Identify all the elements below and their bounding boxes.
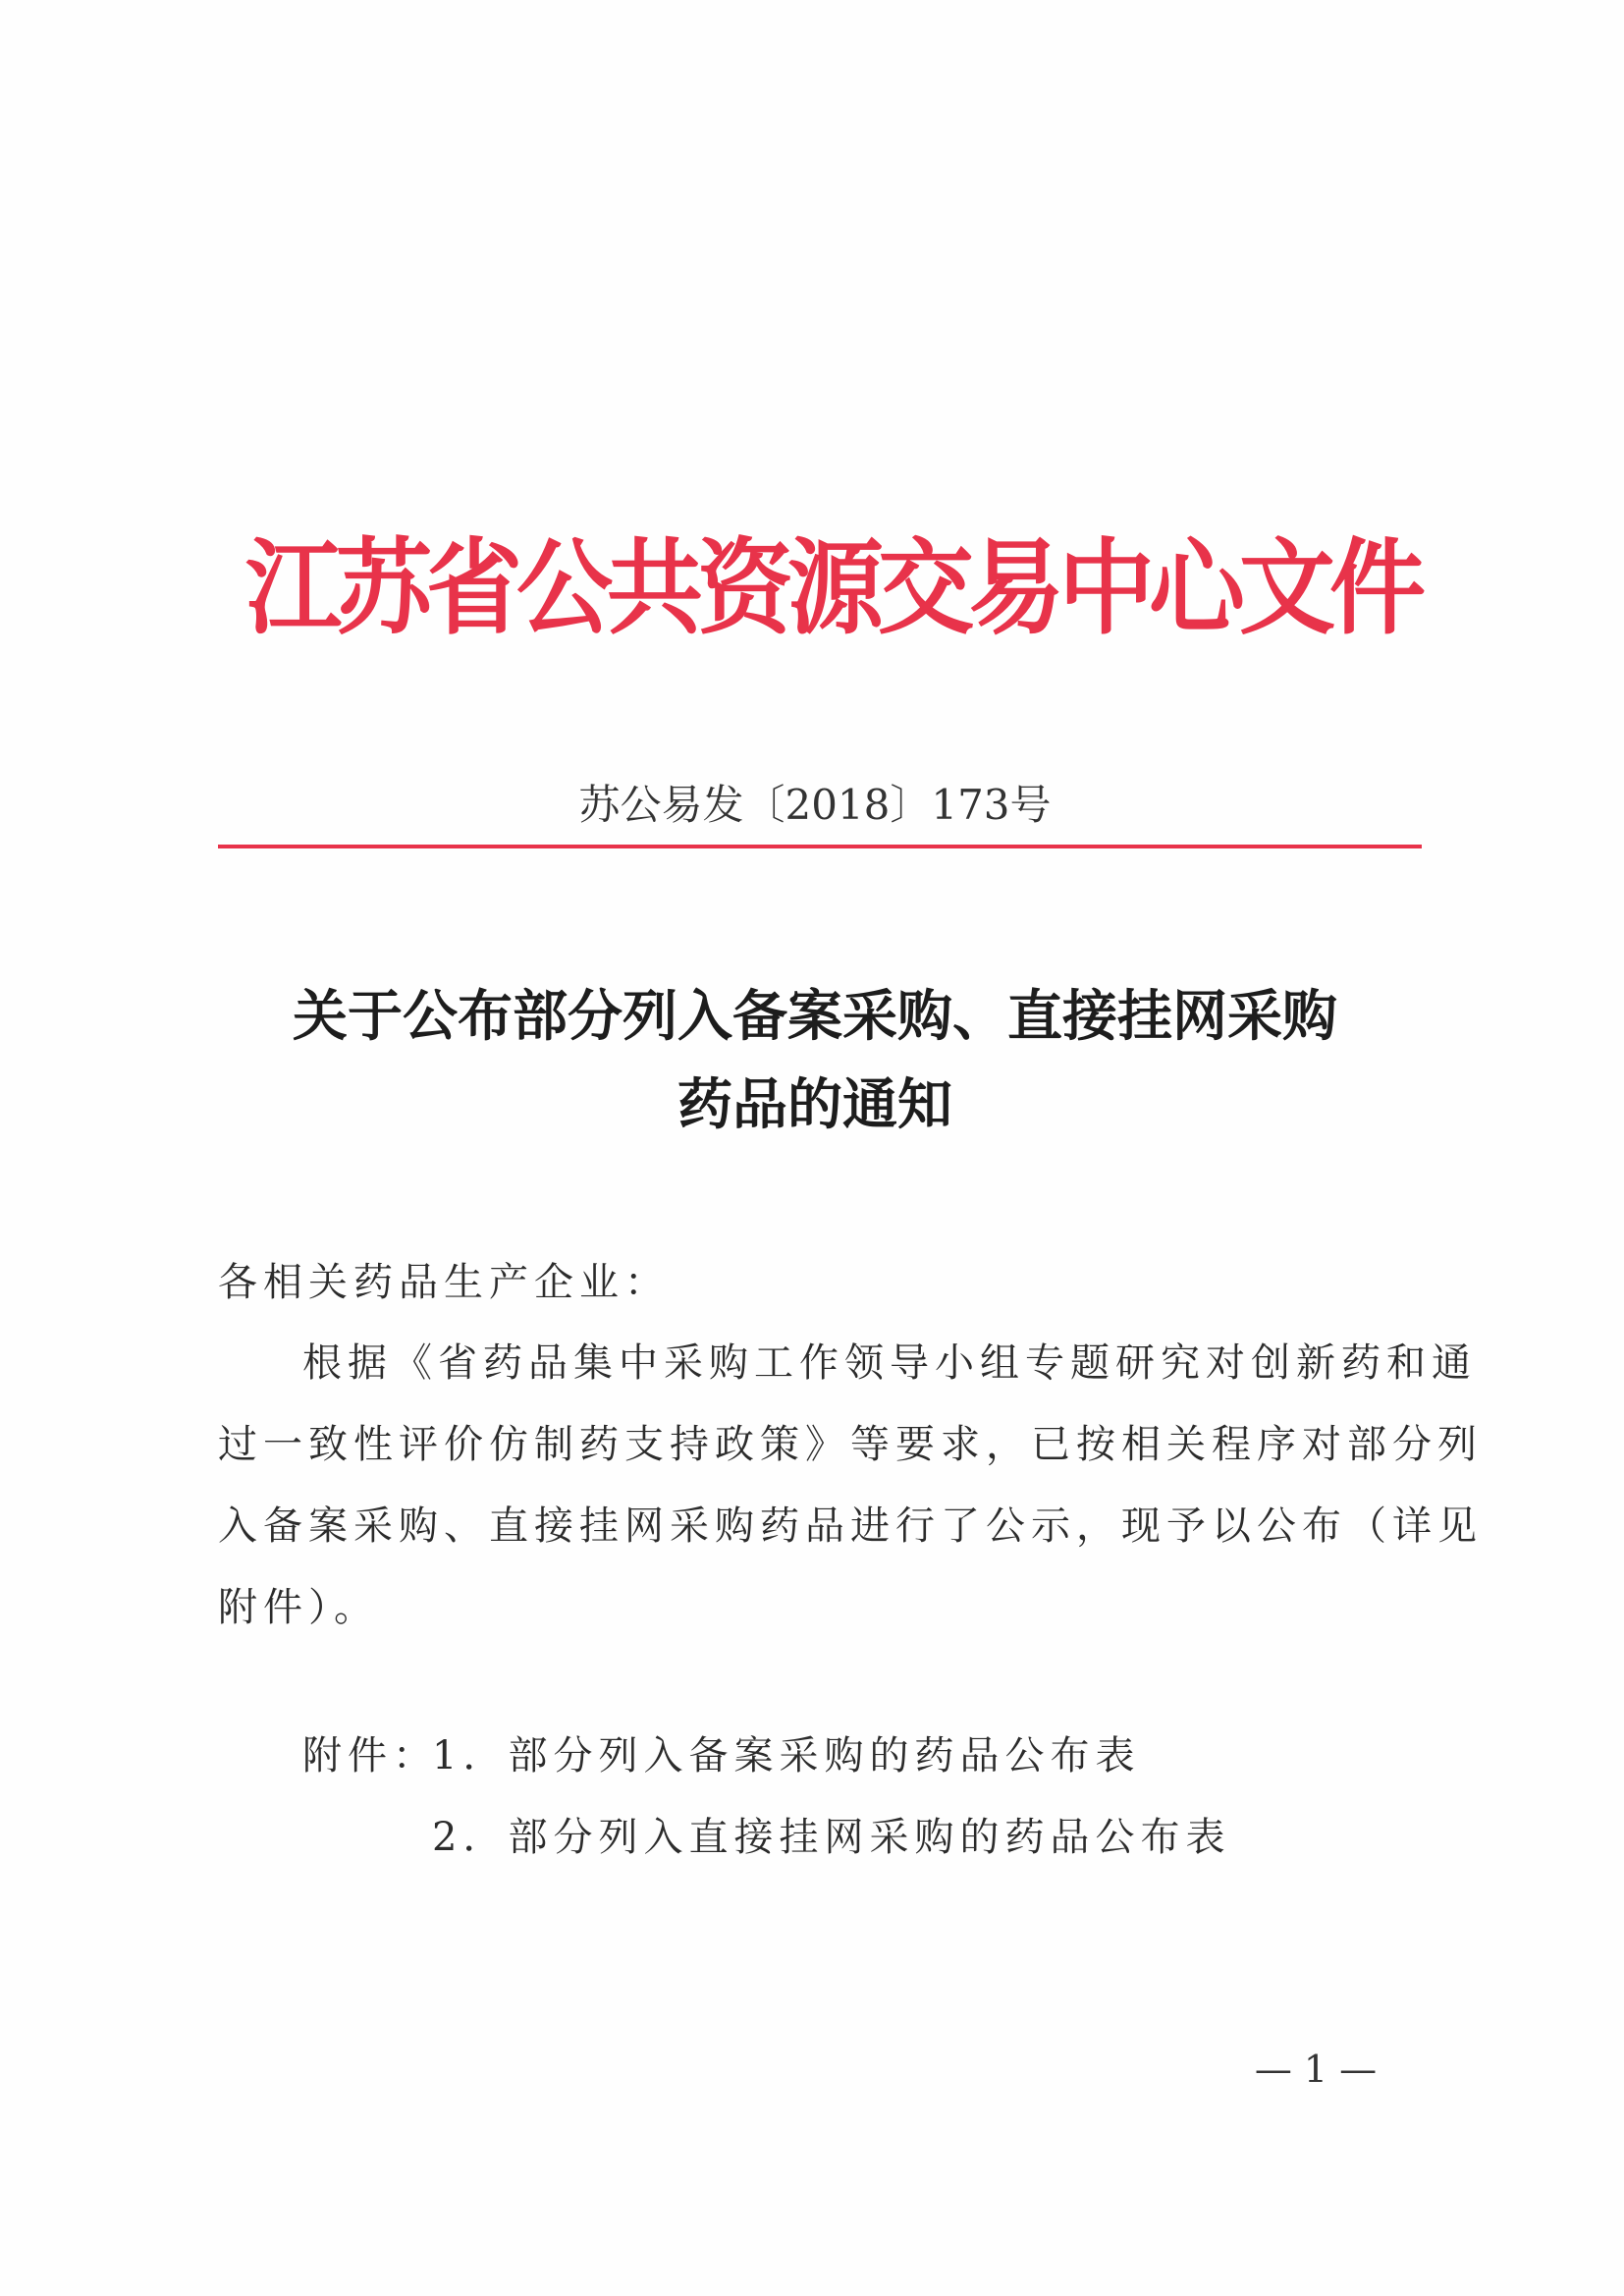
issuing-authority-title: 江苏省公共资源交易中心文件 — [245, 528, 1421, 650]
notice-title-line-2: 药品的通知 — [677, 1072, 952, 1137]
notice-title-line-1: 关于公布部分列入备案采购、直接挂网采购 — [293, 984, 1337, 1049]
paragraph-line: 过一致性评价仿制药支持政策》等要求，已按相关程序对部分列 — [218, 1422, 1483, 1467]
paragraph-line: 根据《省药品集中采购工作领导小组专题研究对创新药和通 — [302, 1340, 1477, 1386]
paragraph-line: 附件）。 — [218, 1585, 379, 1630]
page-number: — 1 — — [1254, 2048, 1378, 2091]
salutation: 各相关药品生产企业： — [218, 1260, 670, 1305]
attachments-label: 附件： — [302, 1733, 438, 1778]
document-number: 苏公易发〔2018〕173号 — [578, 781, 1052, 829]
red-divider-line — [218, 845, 1422, 848]
attachment-item-2: 2．部分列入直接挂网采购的药品公布表 — [432, 1815, 1231, 1860]
paragraph-line: 入备案采购、直接挂网采购药品进行了公示，现予以公布（详见 — [218, 1503, 1483, 1549]
attachment-item-1: 1．部分列入备案采购的药品公布表 — [432, 1733, 1141, 1778]
